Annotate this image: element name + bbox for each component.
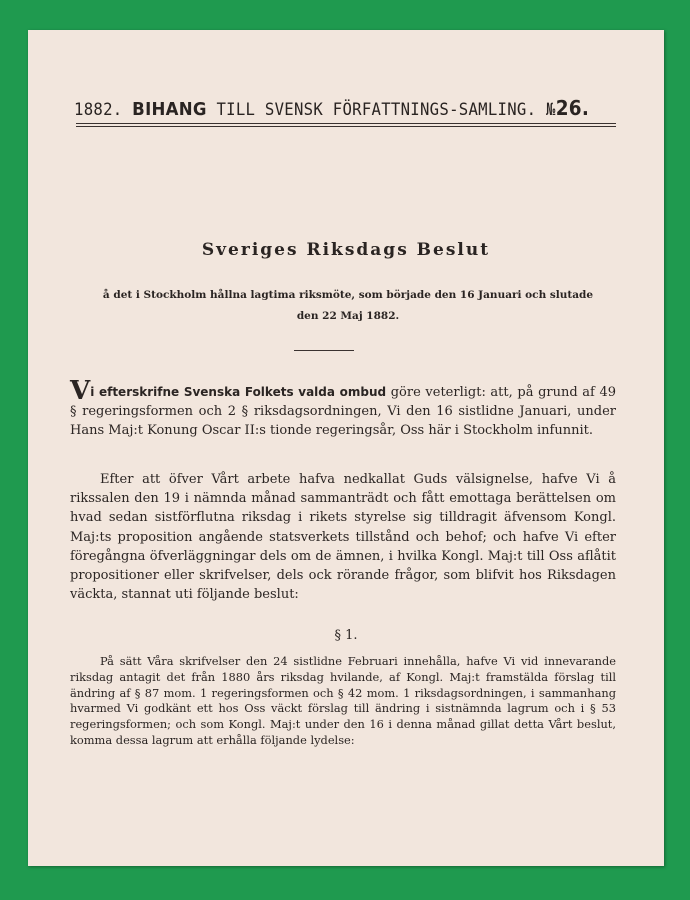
header-series: TILL SVENSK FÖRFATTNINGS-SAMLING. bbox=[216, 100, 537, 120]
header-number-label: № bbox=[546, 100, 556, 120]
paragraph-section-1: På sätt Våra skrifvelser den 24 sistlidne Februari innehålla, hafve Vi vid innevarande riksdag antagit det från 1880 års riksdag hvilande, af Kongl. Maj:t framstälda förslag till ändring af § 87 mom. 1 regeringsformen och § 42 mom. 1 riksdagsordningen, i sammanhang hvarmed Vi godkänt ett hos Oss väckt förslag till ändring i sistnämnda lagrum och i § 53 regeringsformen; och som Kongl. Maj:t under den 16 i denna månad gillat detta Vårt beslut, komma dessa lagrum att erhålla följande lydelse: bbox=[70, 654, 616, 747]
title-divider bbox=[294, 350, 354, 351]
publication-header bbox=[74, 96, 589, 120]
document-subtitle: å det i Stockholm hållna lagtima riksmöte, som började den 16 Januari och slutade den 22 Maj 1882. bbox=[102, 289, 594, 322]
header-bihang: BIHANG bbox=[132, 99, 207, 120]
paragraph-body: Efter att öfver Vårt arbete hafva nedkallat Guds välsignelse, hafve Vi å rikssalen den 19 i nämnda månad sammanträdt och fått emottaga berättelsen om hvad sedan sistförflutna riksdag i rikets styrelse sig tilldragit äfvensom Kongl. Maj:ts proposition angående statsverkets tillstånd och behof; och hafve Vi efter föregångna öfverläggningar dels om de ämnen, i hvilka Kongl. Maj:t till Oss aflåtit propositioner eller skrifvelser, dels ock rörande frågor, som blifvit hos Riksdagen väckta, stannat uti följande beslut: bbox=[70, 472, 616, 603]
drop-cap: V bbox=[70, 376, 91, 406]
paragraph-intro bbox=[70, 376, 617, 441]
document-page bbox=[28, 30, 664, 866]
document-title: Sveriges Riksdags Beslut bbox=[201, 240, 491, 260]
section-heading: § 1. bbox=[334, 628, 358, 643]
header-number: 26. bbox=[555, 96, 590, 120]
header-rule-top bbox=[76, 123, 616, 124]
intro-lead: i efterskrifne Svenska Folkets valda ombud bbox=[90, 385, 387, 399]
header-year: 1882. bbox=[74, 100, 123, 120]
header-rule-bottom bbox=[76, 126, 616, 127]
intro-text: göre veterligt: att, på grund af 49 § regeringsformen och 2 § riksdagsordningen, Vi den 16 sistlidne Januari, under Hans Maj:t Konung Oscar II:s tionde regeringsår, Oss här i Stockholm infunnit. bbox=[70, 385, 617, 439]
